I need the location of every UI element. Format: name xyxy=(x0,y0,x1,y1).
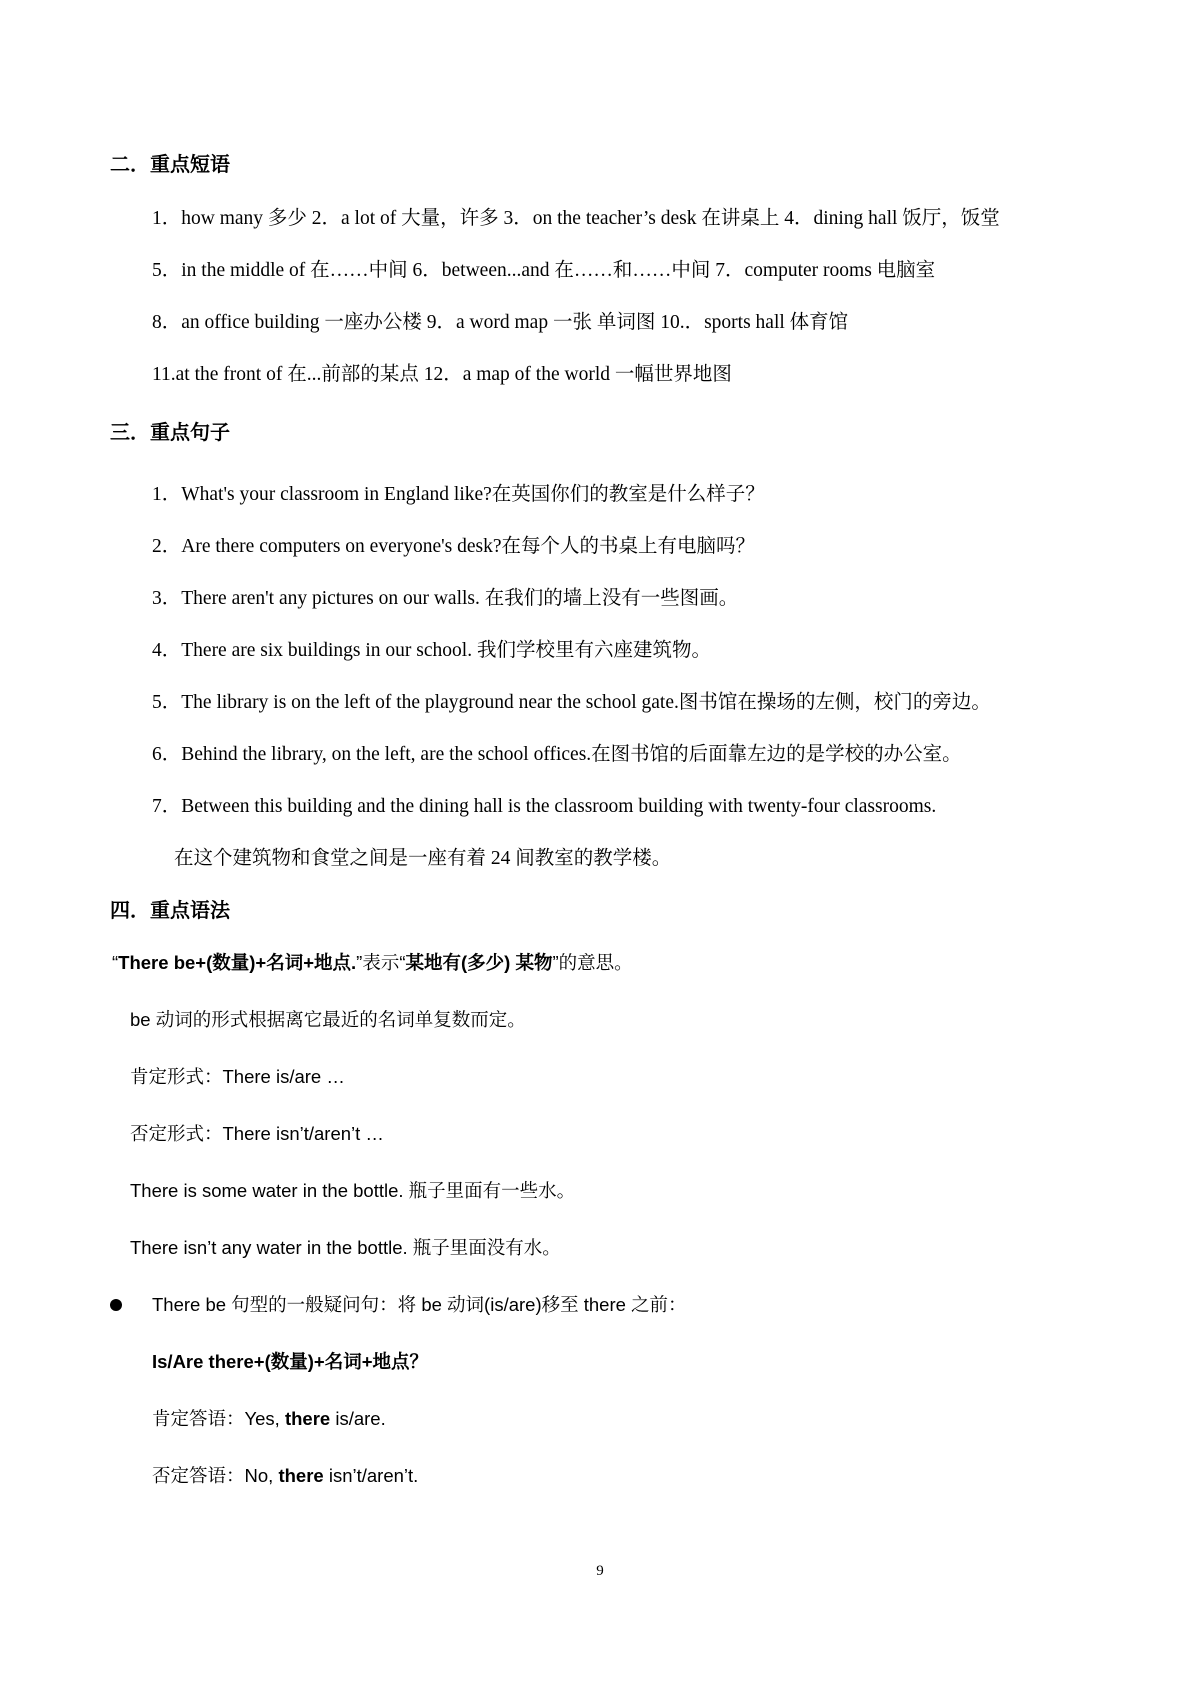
grammar-example-1: There is some water in the bottle. 瓶子里面有一些水。 xyxy=(130,1180,576,1201)
answer-no-prefix: 否定答语：No, xyxy=(152,1465,279,1486)
phrase-line-3: 8．an office building 一座办公楼 9．a word map 一张 单词图 10.．sports hall 体育馆 xyxy=(152,312,849,333)
phrase-line-2: 5．in the middle of 在……中间 6．between...and 在……和……中间 7．computer rooms 电脑室 xyxy=(152,260,936,281)
section-heading-phrases: 二．重点短语 xyxy=(110,154,230,176)
answer-no-suffix: isn’t/aren’t. xyxy=(323,1465,419,1486)
grammar-rule xyxy=(112,951,633,975)
sentence-line-6: 6．Behind the library, on the left, are the school offices.在图书馆的后面靠左边的是学校的办公室。 xyxy=(152,744,962,765)
phrase-line-4: 11.at the front of 在...前部的某点 12．a map of the world 一幅世界地图 xyxy=(152,364,732,385)
sentence-line-1: 1．What's your classroom in England like?在英国你们的教室是什么样子？ xyxy=(152,484,765,505)
grammar-example-2: There isn’t any water in the bottle. 瓶子里面没有水。 xyxy=(130,1237,561,1258)
sentence-line-2: 2．Are there computers on everyone's desk?在每个人的书桌上有电脑吗？ xyxy=(152,536,756,557)
answer-yes-prefix: 肯定答语：Yes, xyxy=(152,1408,285,1429)
answer-no-there: there xyxy=(278,1465,324,1486)
answer-yes-suffix: is/are. xyxy=(330,1408,386,1429)
bullet-dot-icon xyxy=(110,1299,122,1311)
grammar-line-affirmative: 肯定形式：There is/are … xyxy=(130,1066,345,1087)
answer-no xyxy=(152,1464,418,1488)
answer-yes xyxy=(152,1407,386,1431)
sentence-line-7-translation: 在这个建筑物和食堂之间是一座有着 24 间教室的教学楼。 xyxy=(174,848,672,869)
answer-yes-there: there xyxy=(284,1408,331,1429)
section-heading-sentences: 三．重点句子 xyxy=(110,422,230,444)
grammar-rule-meaning: 某地有(多少) 某物 xyxy=(405,952,553,973)
sentence-line-3: 3．There aren't any pictures on our walls. 在我们的墙上没有一些图画。 xyxy=(152,588,739,609)
grammar-rule-open-quote: “ xyxy=(112,952,119,973)
grammar-rule-end: ”的意思。 xyxy=(552,952,633,973)
grammar-line-negative: 否定形式：There isn’t/aren’t … xyxy=(130,1123,384,1144)
grammar-line-1: be 动词的形式根据离它最近的名词单复数而定。 xyxy=(130,1009,526,1030)
sentence-line-5: 5．The library is on the left of the playground near the school gate.图书馆在操场的左侧，校门的旁边。 xyxy=(152,692,991,713)
grammar-rule-mid: ”表示“ xyxy=(356,952,406,973)
sentence-line-7: 7．Between this building and the dining hall is the classroom building with twenty-four classrooms. xyxy=(152,796,937,817)
grammar-rule-pattern: There be+(数量)+名词+地点. xyxy=(118,952,357,973)
question-pattern: Is/Are there+(数量)+名词+地点？ xyxy=(152,1351,429,1372)
grammar-bullet-text: There be 句型的一般疑问句：将 be 动词(is/are)移至 there 之前： xyxy=(152,1294,687,1315)
page-number: 9 xyxy=(596,1563,604,1579)
phrase-line-1: 1．how many 多少 2．a lot of 大量，许多 3．on the teacher’s desk 在讲桌上 4．dining hall 饭厅，饭堂 xyxy=(152,208,1000,229)
sentence-line-4: 4．There are six buildings in our school. 我们学校里有六座建筑物。 xyxy=(152,640,711,661)
section-heading-grammar: 四．重点语法 xyxy=(110,900,230,922)
